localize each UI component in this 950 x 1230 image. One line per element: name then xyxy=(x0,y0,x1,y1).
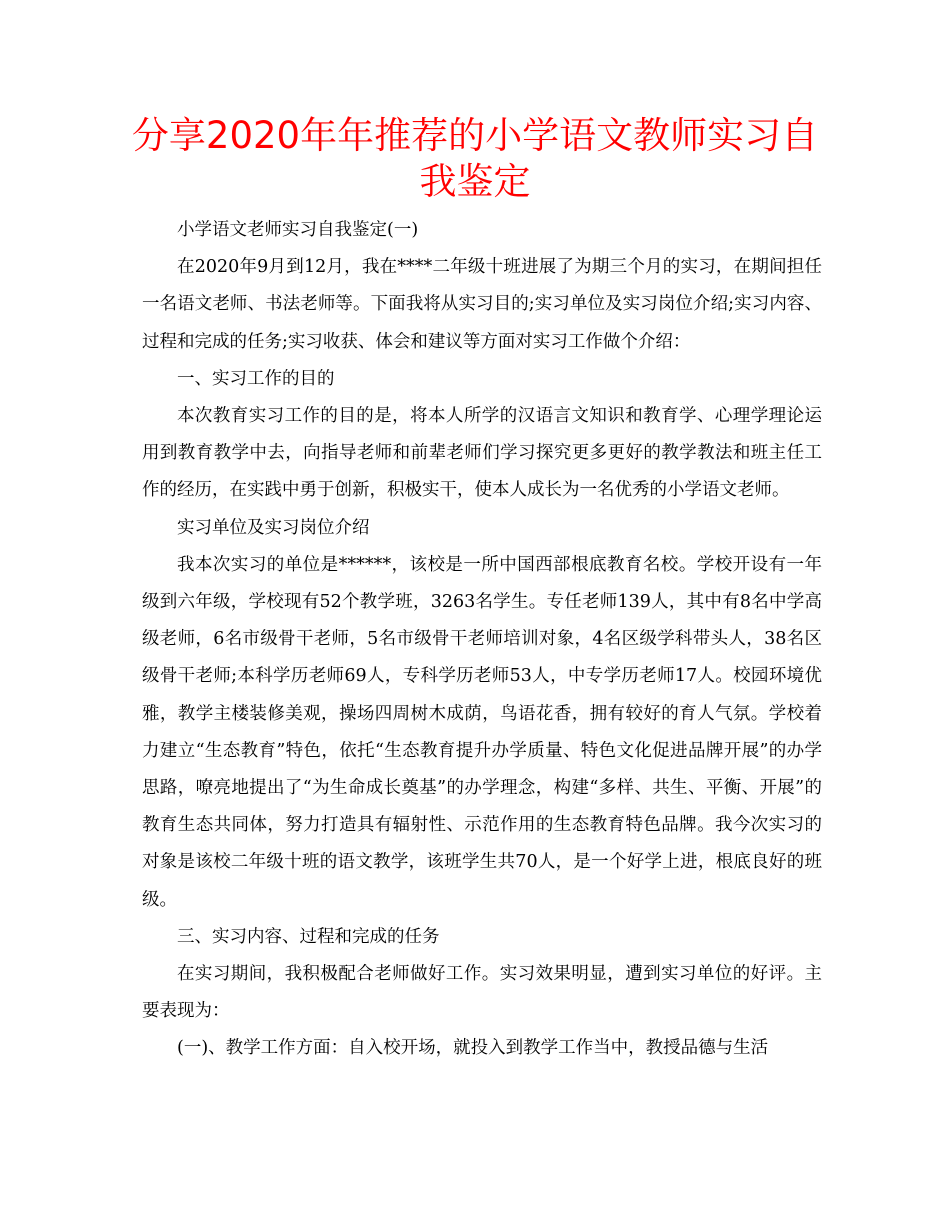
section-heading: 小学语文老师实习自我鉴定(一) xyxy=(177,220,419,240)
paragraph: 在实习期间，我积极配合老师做好工作。实习效果明显，遭到实习单位的好评。主要表现为： xyxy=(142,964,822,1022)
document-title: 分享2020年年推荐的小学语文教师实习自我鉴定 xyxy=(131,114,819,203)
section-heading: 实习单位及实习岗位介绍 xyxy=(177,517,370,538)
paragraph: (一)、教学工作方面：自入校开场，就投入到教学工作当中，教授品德与生活 xyxy=(177,1038,769,1059)
section-heading: 一、实习工作的目的 xyxy=(177,368,335,389)
document-body xyxy=(142,212,822,1068)
section-heading: 三、实习内容、过程和完成的任务 xyxy=(177,926,440,947)
paragraph: 我本次实习的单位是******，该校是一所中国西部根底教育名校。学校开设有一年级到六年级，学校现有52个教学班，3263名学生。专任老师139人，其中有8名中学高级老师，6名市级骨干老师，5名市级骨干老师培训对象，4名区级学科带头人，38名区级骨干老师;本科学历老师69人，专科学历老师53人，中专学历老师17人。校园环境优雅，教学主楼装修美观，操场四周树木成荫，鸟语花香，拥有较好的育人气氛。学校着力建立“生态教育”特色，依托“生态教育提升办学质量、特色文化促进品牌开展”的办学思路，嘹亮地提出了“为生命成长奠基”的办学理念，构建“多样、共生、平衡、开展”的教育生态共同体，努力打造具有辐射性、示范作用的生态教育特色品牌。我今次实习的对象是该校二年级十班的语文教学，该班学生共70人，是一个好学上进，根底良好的班级。 xyxy=(142,554,822,910)
paragraph: 本次教育实习工作的目的是，将本人所学的汉语言文知识和教育学、心理学理论运用到教育教学中去，向指导老师和前辈老师们学习探究更多更好的教学教法和班主任工作的经历，在实践中勇于创新，积极实干，使本人成长为一名优秀的小学语文老师。 xyxy=(142,406,822,501)
paragraph: 在2020年9月到12月，我在****二年级十班进展了为期三个月的实习，在期间担任一名语文老师、书法老师等。下面我将从实习目的;实习单位及实习岗位介绍;实习内容、过程和完成的任务;实习收获、体会和建议等方面对实习工作做个介绍： xyxy=(142,257,822,352)
